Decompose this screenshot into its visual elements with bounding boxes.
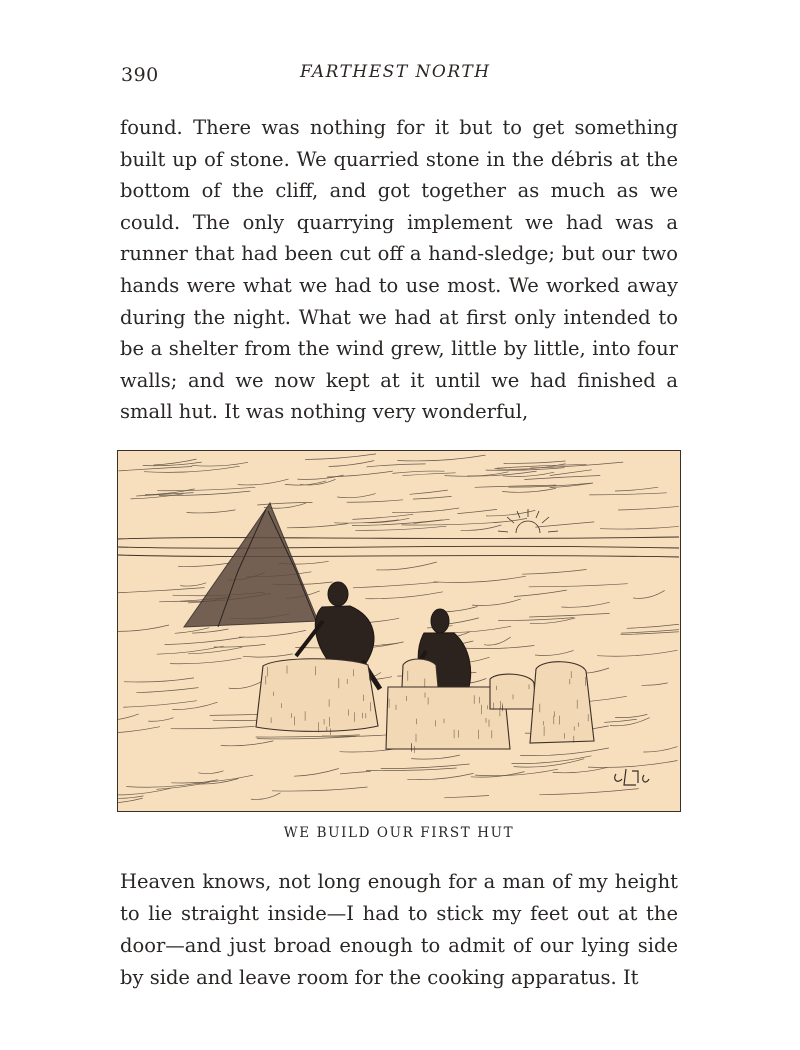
snow-hatch-stroke xyxy=(520,748,609,756)
sky-hatch-stroke xyxy=(502,488,556,492)
sky-hatch-stroke xyxy=(192,462,248,466)
snow-hatch-stroke xyxy=(529,613,609,617)
sky-hatch-stroke xyxy=(297,475,343,479)
sky-hatch-stroke xyxy=(305,454,376,460)
snow-hatch-stroke xyxy=(443,626,512,632)
snow-hatch-stroke xyxy=(243,654,293,657)
sky-hatch-stroke xyxy=(159,491,251,495)
sky-hatch-stroke xyxy=(392,508,459,513)
snow-hatch-stroke xyxy=(529,584,628,587)
sky-hatch-stroke xyxy=(615,487,658,491)
snow-hatch-stroke xyxy=(407,773,473,779)
sky-hatch-stroke xyxy=(157,487,255,490)
snow-hatch-stroke xyxy=(369,618,399,622)
snow-hatch-stroke xyxy=(340,771,370,774)
snow-hatch-stroke xyxy=(118,714,139,720)
snow-hatch-stroke xyxy=(229,681,262,688)
snow-hatch-stroke xyxy=(514,759,585,767)
snow-hatch-stroke xyxy=(443,607,478,612)
snow-hatch-stroke xyxy=(118,788,171,795)
sky-hatch-stroke xyxy=(355,526,446,530)
snow-hatch-stroke xyxy=(136,688,198,693)
snow-hatch-stroke xyxy=(535,650,574,655)
sky-hatch-stroke xyxy=(119,467,193,471)
snow-hatch-stroke xyxy=(604,719,637,722)
sky-hatch-stroke xyxy=(445,471,537,476)
snow-hatch-stroke xyxy=(633,590,665,598)
snow-hatch-stroke xyxy=(124,678,194,682)
sky-hatch-stroke xyxy=(504,461,566,463)
snow-hatch-stroke xyxy=(539,789,638,795)
snow-hatch-stroke xyxy=(353,582,439,588)
snow-hatch-stroke xyxy=(561,602,609,607)
snow-hatch-stroke xyxy=(643,747,677,752)
sky-hatch-stroke xyxy=(300,479,336,485)
sky-hatch-stroke xyxy=(410,490,448,494)
sky-hatch-stroke xyxy=(397,455,485,461)
snow-hatch-stroke xyxy=(148,718,173,722)
stone-walls xyxy=(256,659,594,749)
snow-hatch-stroke xyxy=(198,771,223,774)
snow-hatch-stroke xyxy=(365,592,443,599)
snow-hatch-stroke xyxy=(463,646,534,649)
snow-hatch-stroke xyxy=(294,769,339,777)
snow-hatch-stroke xyxy=(118,796,144,798)
sky-hatch-stroke xyxy=(550,470,592,476)
sky-hatch-stroke xyxy=(367,464,426,467)
snow-hatch-stroke xyxy=(615,714,647,717)
snow-hatch-stroke xyxy=(376,562,436,570)
snow-hatch-stroke xyxy=(522,570,586,575)
snow-hatch-stroke xyxy=(498,618,574,621)
horizon xyxy=(118,537,679,557)
sky-hatch-stroke xyxy=(413,496,452,499)
sky-hatch-stroke xyxy=(337,494,375,498)
snow-hatch-stroke xyxy=(118,625,169,631)
snow-hatch-stroke xyxy=(642,683,668,685)
sky-hatch-stroke xyxy=(600,525,679,529)
sky-hatch-stroke xyxy=(187,510,236,513)
artist-monogram xyxy=(615,769,649,785)
snow-hatch-stroke xyxy=(171,775,253,783)
body-paragraph-top: found. There was nothing for it but to get something built up of stone. We quarried stone in the débris at the bottom of the cliff, and got together as much as we could. The only quarrying implement we had was a runner that had been cut off a hand-sledge; but our two hands were what we had to use most. We worked away during the night. What we had at first only intended to be a shelter from the wind grew, little by little, into four walls; and we now kept at it until we had finished a small hut. It was nothing very wonderful, xyxy=(120,116,678,424)
snow-hatch-stroke xyxy=(118,727,160,733)
snow-hatch-stroke xyxy=(256,735,360,737)
snow-hatch-stroke xyxy=(178,563,229,566)
snow-hatch-stroke xyxy=(239,630,306,637)
snow-hatch-stroke xyxy=(251,793,281,800)
sky-hatch-stroke xyxy=(493,518,527,522)
snow-hatch-stroke xyxy=(434,576,526,582)
sky-hatch-stroke xyxy=(461,525,502,530)
sky-hatch-stroke xyxy=(363,518,410,522)
figure-caption: WE BUILD OUR FIRST HUT xyxy=(283,825,515,841)
sun-icon xyxy=(498,509,558,533)
sky-hatch-stroke xyxy=(287,524,348,528)
snow-hatch-stroke xyxy=(188,647,242,654)
snow-hatch-stroke xyxy=(514,590,567,596)
snow-hatch-stroke xyxy=(553,767,609,773)
page-number: 390 xyxy=(121,64,159,86)
snow-hatch-stroke xyxy=(471,772,525,778)
running-title: FARTHEST NORTH xyxy=(300,62,491,82)
snow-hatch-stroke xyxy=(627,623,679,628)
snow-hatch-stroke xyxy=(180,583,206,586)
sky-hatch-stroke xyxy=(618,505,679,510)
snow-hatch-stroke xyxy=(118,588,205,593)
sky-hatch-stroke xyxy=(144,466,240,472)
snow-hatch-stroke xyxy=(170,658,241,664)
sky-hatch-stroke xyxy=(535,522,594,527)
snow-hatch-stroke xyxy=(475,769,558,776)
body-paragraph-bottom: Heaven knows, not long enough for a man of my height to lie straight inside—I had to stick my feet out at the door—and just broad enough to admit of our lying side by side and leave room for the cooking apparatus. It xyxy=(120,870,678,989)
snow-hatch-stroke xyxy=(165,637,245,645)
snow-hatch-stroke xyxy=(272,787,368,791)
illustration-hut xyxy=(117,450,681,812)
sky-hatch-stroke xyxy=(403,473,456,476)
sky-hatch-stroke xyxy=(392,471,444,473)
snow-hatch-stroke xyxy=(171,726,255,728)
snow-hatch-stroke xyxy=(411,755,460,759)
snow-hatch-stroke xyxy=(444,796,489,798)
sky-hatch-stroke xyxy=(285,481,326,485)
snow-hatch-stroke xyxy=(597,650,677,656)
sky-hatch-stroke xyxy=(458,509,498,513)
snow-hatch-stroke xyxy=(588,761,678,768)
sky-hatch-stroke xyxy=(238,479,289,485)
snow-hatch-stroke xyxy=(118,798,143,803)
snow-hatch-stroke xyxy=(157,646,224,654)
sky-hatch-stroke xyxy=(329,461,375,467)
snow-hatch-stroke xyxy=(472,599,521,605)
sky-hatch-stroke xyxy=(352,514,413,519)
sky-hatch-stroke xyxy=(154,459,197,465)
sky-hatch-stroke xyxy=(589,493,667,495)
snow-hatch-stroke xyxy=(484,637,511,645)
snow-hatch-stroke xyxy=(221,741,274,746)
sky-hatch-stroke xyxy=(524,476,600,480)
sky-hatch-stroke xyxy=(327,471,393,477)
snow-hatch-stroke xyxy=(192,629,228,633)
snow-hatch-stroke xyxy=(123,701,197,708)
tent xyxy=(184,503,318,627)
sky-hatch-stroke xyxy=(347,500,403,502)
